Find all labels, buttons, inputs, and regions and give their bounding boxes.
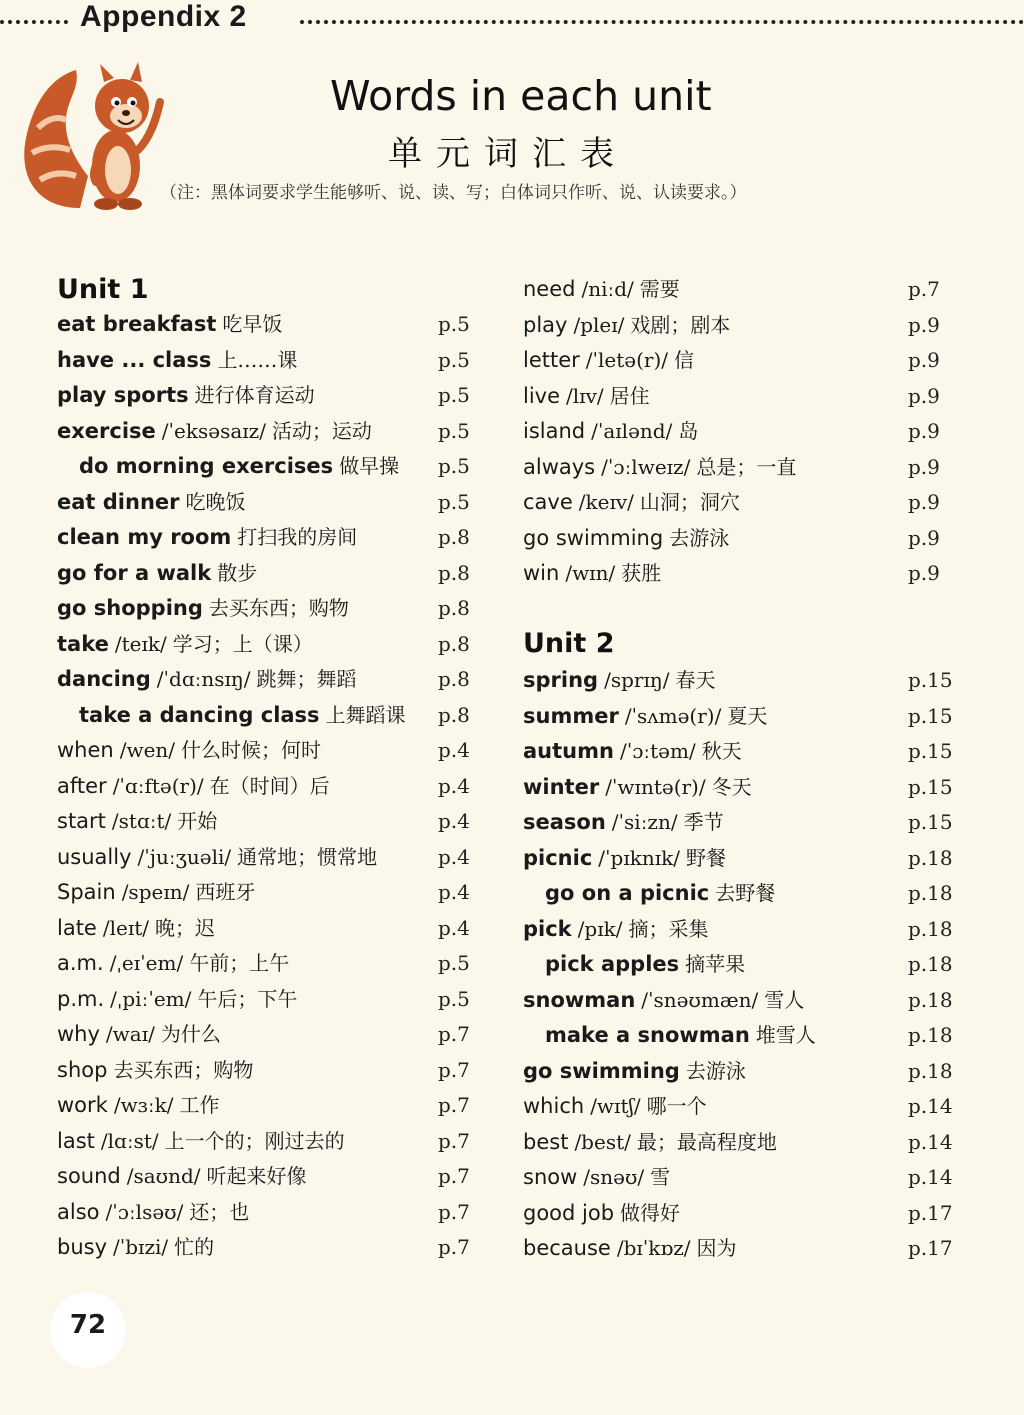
vocab-meaning: 雪人 — [764, 987, 805, 1012]
vocab-entry — [57, 626, 313, 662]
vocab-entry — [545, 875, 775, 911]
vocab-meaning: 听起来好像 — [206, 1164, 307, 1188]
vocab-word: win — [523, 561, 560, 585]
vocab-entry — [523, 307, 730, 343]
vocab-page-ref: p.9 — [908, 561, 940, 585]
instruction-note: （注：黑体词要求学生能够听、说、读、写；白体词只作听、说、认读要求。） — [160, 183, 747, 203]
vocab-entry — [57, 484, 246, 520]
vocab-page-ref: p.9 — [908, 312, 940, 337]
vocab-meaning: 季节 — [683, 810, 724, 834]
vocab-entry — [57, 1016, 221, 1052]
vocab-entry — [57, 768, 330, 804]
vocab-phonetic: /niːd/ — [581, 277, 634, 301]
vocab-entry — [57, 1229, 214, 1265]
vocab-page-ref: p.15 — [908, 774, 953, 799]
vocab-page-ref: p.4 — [438, 738, 470, 762]
vocab-word: shop — [57, 1057, 108, 1082]
vocab-word: usually — [57, 844, 132, 869]
vocab-page-ref: p.7 — [438, 1128, 470, 1153]
vocab-page-ref: p.7 — [438, 1199, 470, 1224]
vocab-meaning: 晚；迟 — [155, 915, 216, 940]
vocab-meaning: 上一个的；刚过去的 — [164, 1128, 345, 1153]
vocab-meaning: 秋天 — [701, 739, 742, 763]
vocab-word: why — [57, 1022, 100, 1046]
vocab-entry — [523, 342, 694, 378]
vocab-meaning: 打扫我的房间 — [237, 525, 358, 549]
vocab-meaning: 做早操 — [339, 454, 400, 478]
vocab-word: go swimming — [523, 525, 664, 550]
vocab-entry — [523, 1053, 746, 1089]
vocab-entry — [79, 697, 406, 733]
vocab-entry — [523, 1195, 680, 1231]
vocab-word: best — [523, 1129, 569, 1154]
vocab-entry — [57, 377, 315, 413]
vocab-meaning: 需要 — [639, 277, 680, 301]
vocab-page-ref: p.15 — [908, 810, 953, 834]
vocab-word: start — [57, 809, 106, 833]
vocab-entry — [523, 698, 767, 734]
vocab-page-ref: p.5 — [438, 383, 470, 407]
vocab-meaning: 获胜 — [621, 561, 662, 585]
vocab-word: letter — [523, 348, 580, 372]
vocab-page-ref: p.4 — [438, 809, 470, 833]
vocab-word: also — [57, 1199, 100, 1224]
vocab-word: picnic — [523, 845, 593, 870]
vocab-word: dancing — [57, 667, 151, 691]
vocab-page-ref: p.17 — [908, 1200, 953, 1225]
vocab-phonetic: /ˈbɪzi/ — [113, 1235, 169, 1259]
vocab-meaning: 去游泳 — [669, 525, 730, 550]
vocab-meaning: 跳舞；舞蹈 — [256, 667, 357, 691]
vocab-phonetic: /teɪk/ — [114, 631, 167, 656]
page-number: 72 — [69, 1310, 107, 1340]
vocab-page-ref: p.14 — [908, 1094, 953, 1118]
vocab-word: eat breakfast — [57, 312, 217, 336]
vocab-page-ref: p.9 — [908, 383, 940, 408]
vocab-page-ref: p.9 — [908, 454, 940, 479]
vocab-word: always — [523, 454, 596, 479]
vocab-word: which — [523, 1094, 585, 1118]
vocab-page-ref: p.8 — [438, 702, 470, 727]
vocab-phonetic: /sprɪŋ/ — [604, 668, 670, 692]
vocab-word: make a snowman — [545, 1023, 750, 1047]
vocab-entry — [523, 1230, 736, 1266]
vocab-word: autumn — [523, 739, 614, 763]
vocab-page-ref: p.8 — [438, 525, 470, 549]
vocab-word: island — [523, 419, 586, 443]
vocab-word: late — [57, 915, 97, 940]
vocab-entry — [523, 804, 724, 840]
vocab-entry — [545, 1017, 816, 1053]
vocab-entry — [57, 981, 297, 1017]
vocab-phonetic: /wɪn/ — [565, 561, 616, 585]
vocab-entry — [523, 662, 715, 698]
vocab-phonetic: /waɪ/ — [105, 1022, 155, 1046]
squirrel-icon — [18, 58, 168, 223]
vocab-meaning: 堆雪人 — [755, 1023, 816, 1047]
vocab-word: Spain — [57, 880, 116, 904]
vocab-meaning: 进行体育运动 — [194, 383, 315, 407]
vocab-entry — [57, 519, 357, 555]
vocab-meaning: 去野餐 — [715, 881, 776, 905]
vocab-page-ref: p.7 — [908, 277, 940, 301]
vocab-meaning: 还；也 — [189, 1199, 250, 1224]
unit-1-heading: Unit 1 — [57, 274, 149, 305]
vocab-entry — [57, 306, 282, 342]
vocab-entry — [79, 448, 399, 484]
vocab-page-ref: p.8 — [438, 596, 470, 620]
vocab-word: play sports — [57, 383, 189, 407]
vocab-page-ref: p.9 — [908, 419, 940, 443]
vocab-page-ref: p.4 — [438, 880, 470, 904]
vocab-meaning: 居住 — [609, 383, 650, 408]
vocab-page-ref: p.7 — [438, 1057, 470, 1082]
vocab-page-ref: p.4 — [438, 844, 470, 869]
vocab-phonetic: /ˈsiːzn/ — [611, 810, 678, 834]
vocab-page-ref: p.18 — [908, 1058, 953, 1083]
vocab-entry — [523, 911, 708, 947]
vocab-page-ref: p.8 — [438, 631, 470, 656]
vocab-meaning: 摘苹果 — [685, 952, 746, 976]
vocab-meaning: 西班牙 — [195, 880, 256, 904]
vocab-entry — [57, 1087, 219, 1123]
vocab-entry — [57, 945, 289, 981]
vocab-phonetic: /ˈɔːtəm/ — [619, 739, 696, 763]
vocab-page-ref: p.9 — [908, 525, 940, 550]
unit-2-heading: Unit 2 — [523, 628, 615, 659]
vocab-page-ref: p.15 — [908, 703, 953, 728]
vocab-word: busy — [57, 1235, 108, 1259]
vocab-entry — [57, 1123, 345, 1159]
vocab-word: go for a walk — [57, 560, 212, 585]
vocab-entry — [523, 378, 650, 414]
vocab-meaning: 忙的 — [174, 1235, 215, 1259]
vocab-meaning: 摘；采集 — [628, 916, 709, 941]
vocab-entry — [57, 1052, 253, 1088]
vocab-word: good job — [523, 1200, 615, 1225]
vocab-entry — [523, 1088, 707, 1124]
vocab-entry — [523, 520, 729, 556]
vocab-entry — [57, 732, 321, 768]
vocab-meaning: 山洞；洞穴 — [639, 490, 740, 514]
vocab-entry — [523, 413, 698, 449]
vocab-word: after — [57, 773, 107, 798]
vocab-meaning: 上……课 — [217, 347, 298, 372]
vocab-word: a.m. — [57, 951, 104, 975]
vocab-phonetic: /ˈsnəʊmæn/ — [641, 987, 759, 1012]
vocab-page-ref: p.14 — [908, 1165, 953, 1189]
vocab-page-ref: p.5 — [438, 489, 470, 514]
vocab-page-ref: p.18 — [908, 916, 953, 941]
vocab-phonetic: /ˈɔːlweɪz/ — [601, 454, 691, 479]
vocab-page-ref: p.5 — [438, 312, 470, 336]
vocab-page-ref: p.8 — [438, 560, 470, 585]
vocab-page-ref: p.5 — [438, 418, 470, 443]
vocab-page-ref: p.18 — [908, 987, 953, 1012]
vocab-phonetic: /ˈsʌmə(r)/ — [624, 703, 722, 728]
vocab-meaning: 做得好 — [620, 1200, 681, 1225]
vocab-word: take a dancing class — [79, 702, 320, 727]
vocab-phonetic: /wen/ — [119, 738, 176, 762]
vocab-word: summer — [523, 703, 619, 728]
dotted-rule-right — [300, 20, 1024, 24]
vocab-entry — [57, 803, 217, 839]
vocab-phonetic: /lɑːst/ — [100, 1128, 159, 1153]
vocab-phonetic: /stɑːt/ — [111, 809, 172, 833]
vocab-meaning: 上舞蹈课 — [325, 702, 406, 727]
page-title: Words in each unit — [330, 72, 712, 120]
vocab-phonetic: /pleɪ/ — [573, 312, 625, 337]
vocab-entry — [57, 661, 357, 697]
vocab-meaning: 在（时间）后 — [209, 773, 330, 798]
vocab-page-ref: p.5 — [438, 454, 470, 478]
vocab-page-ref: p.18 — [908, 881, 953, 905]
vocab-entry — [523, 982, 804, 1018]
vocab-meaning: 吃早饭 — [222, 312, 283, 336]
vocab-page-ref: p.9 — [908, 490, 940, 514]
page-title-chinese: 单元词汇表 — [388, 134, 628, 174]
vocab-word: play — [523, 312, 568, 337]
vocab-meaning: 午后；下午 — [197, 986, 298, 1011]
vocab-meaning: 工作 — [179, 1093, 220, 1117]
vocab-page-ref: p.5 — [438, 986, 470, 1011]
vocab-phonetic: /pɪk/ — [577, 916, 623, 941]
appendix-label: Appendix 2 — [80, 0, 247, 33]
vocab-page-ref: p.18 — [908, 845, 953, 870]
vocab-word: snow — [523, 1165, 578, 1189]
vocab-meaning: 总是；一直 — [696, 454, 797, 479]
vocab-meaning: 通常地；惯常地 — [237, 844, 378, 869]
vocab-phonetic: /ˈɑːftə(r)/ — [112, 773, 204, 798]
vocab-word: live — [523, 383, 561, 408]
vocab-word: cave — [523, 490, 573, 514]
vocab-meaning: 散步 — [217, 560, 258, 585]
vocab-entry — [57, 839, 377, 875]
vocab-phonetic: /ˈeksəsaɪz/ — [161, 418, 266, 443]
vocab-word: have ... class — [57, 347, 212, 372]
vocab-phonetic: /best/ — [574, 1129, 631, 1154]
vocab-entry — [523, 271, 680, 307]
vocab-phonetic: /ˈletə(r)/ — [585, 348, 669, 372]
vocab-word: season — [523, 810, 606, 834]
vocab-page-ref: p.4 — [438, 915, 470, 940]
vocab-page-ref: p.15 — [908, 668, 953, 692]
vocab-phonetic: /saʊnd/ — [126, 1164, 201, 1188]
vocab-word: pick — [523, 916, 572, 941]
vocab-entry — [523, 555, 661, 591]
vocab-meaning: 什么时候；何时 — [181, 738, 322, 762]
vocab-entry — [523, 1124, 777, 1160]
vocab-word: go shopping — [57, 596, 203, 620]
vocab-entry — [57, 874, 255, 910]
vocab-meaning: 为什么 — [160, 1022, 221, 1046]
vocab-entry — [523, 733, 742, 769]
vocab-entry — [57, 342, 297, 378]
vocab-meaning: 开始 — [177, 809, 218, 833]
vocab-word: spring — [523, 668, 599, 692]
vocab-phonetic: /snəʊ/ — [583, 1165, 645, 1189]
vocab-page-ref: p.7 — [438, 1022, 470, 1046]
vocab-entry — [523, 484, 740, 520]
vocab-meaning: 吃晚饭 — [185, 489, 246, 514]
vocab-meaning: 野餐 — [685, 845, 726, 870]
vocab-page-ref: p.8 — [438, 667, 470, 691]
vocab-word: sound — [57, 1164, 121, 1188]
vocab-phonetic: /wɪtʃ/ — [590, 1094, 641, 1118]
vocab-entry — [57, 910, 215, 946]
vocab-meaning: 冬天 — [711, 774, 752, 799]
vocab-meaning: 夏天 — [727, 703, 768, 728]
vocab-word: p.m. — [57, 986, 105, 1011]
vocab-page-ref: p.18 — [908, 1023, 953, 1047]
vocab-meaning: 最；最高程度地 — [636, 1129, 777, 1154]
vocab-phonetic: /ˈpɪknɪk/ — [598, 845, 680, 870]
vocab-meaning: 去游泳 — [685, 1058, 746, 1083]
vocab-phonetic: /ˌeɪˈem/ — [109, 951, 184, 975]
vocab-word: work — [57, 1093, 108, 1117]
vocab-word: clean my room — [57, 525, 232, 549]
vocab-entry — [57, 1194, 249, 1230]
vocab-page-ref: p.7 — [438, 1093, 470, 1117]
vocab-phonetic: /wɜːk/ — [113, 1093, 174, 1117]
vocab-meaning: 去买东西；购物 — [208, 596, 349, 620]
vocab-word: last — [57, 1128, 95, 1153]
vocab-phonetic: /keɪv/ — [578, 490, 634, 514]
vocab-page-ref: p.5 — [438, 951, 470, 975]
vocab-meaning: 雪 — [650, 1165, 671, 1189]
vocab-page-ref: p.7 — [438, 1164, 470, 1188]
vocab-word: eat dinner — [57, 489, 180, 514]
vocab-meaning: 活动；运动 — [271, 418, 372, 443]
vocab-phonetic: /ˌpiːˈem/ — [110, 986, 192, 1011]
vocab-meaning: 哪一个 — [646, 1094, 707, 1118]
vocab-entry — [545, 946, 745, 982]
vocab-phonetic: /speɪn/ — [121, 880, 190, 904]
vocab-word: take — [57, 631, 109, 656]
vocab-meaning: 信 — [674, 348, 695, 372]
vocab-page-ref: p.9 — [908, 348, 940, 372]
vocab-page-ref: p.18 — [908, 952, 953, 976]
vocab-word: go swimming — [523, 1058, 680, 1083]
vocab-meaning: 学习；上（课） — [172, 631, 313, 656]
dotted-rule-left — [0, 20, 68, 24]
vocab-word: because — [523, 1236, 611, 1260]
vocab-entry — [57, 590, 349, 626]
vocab-word: snowman — [523, 987, 636, 1012]
vocab-page-ref: p.17 — [908, 1236, 953, 1260]
vocab-entry — [57, 555, 257, 591]
vocab-word: do morning exercises — [79, 454, 334, 478]
vocab-entry — [523, 449, 796, 485]
vocab-word: go on a picnic — [545, 881, 710, 905]
vocab-phonetic: /ˈaɪlənd/ — [591, 419, 673, 443]
vocab-phonetic: /bɪˈkɒz/ — [616, 1236, 691, 1260]
vocab-phonetic: /ˈwɪntə(r)/ — [605, 774, 706, 799]
vocab-entry — [523, 840, 726, 876]
vocab-phonetic: /ˈdɑːnsɪŋ/ — [156, 667, 251, 691]
vocab-phonetic: /ˈjuːʒuəli/ — [137, 844, 232, 869]
vocab-page-ref: p.5 — [438, 347, 470, 372]
vocab-page-ref: p.15 — [908, 739, 953, 763]
vocab-word: need — [523, 277, 576, 301]
vocab-page-ref: p.4 — [438, 773, 470, 798]
vocab-page-ref: p.7 — [438, 1235, 470, 1259]
vocab-page-ref: p.14 — [908, 1129, 953, 1154]
vocab-meaning: 因为 — [696, 1236, 737, 1260]
vocab-meaning: 岛 — [678, 419, 699, 443]
vocab-entry — [57, 1158, 307, 1194]
vocab-word: when — [57, 738, 114, 762]
vocab-word: pick apples — [545, 952, 680, 976]
vocab-entry — [57, 413, 372, 449]
vocab-meaning: 午前；上午 — [189, 951, 290, 975]
vocab-entry — [523, 1159, 670, 1195]
vocab-word: exercise — [57, 418, 156, 443]
vocab-meaning: 春天 — [675, 668, 716, 692]
vocab-meaning: 戏剧；剧本 — [630, 312, 731, 337]
vocab-entry — [523, 769, 752, 805]
vocab-phonetic: /lɪv/ — [566, 383, 604, 408]
vocab-phonetic: /ˈɔːlsəʊ/ — [105, 1199, 184, 1224]
vocab-word: winter — [523, 774, 600, 799]
vocab-phonetic: /leɪt/ — [102, 915, 150, 940]
vocab-meaning: 去买东西；购物 — [113, 1057, 254, 1082]
